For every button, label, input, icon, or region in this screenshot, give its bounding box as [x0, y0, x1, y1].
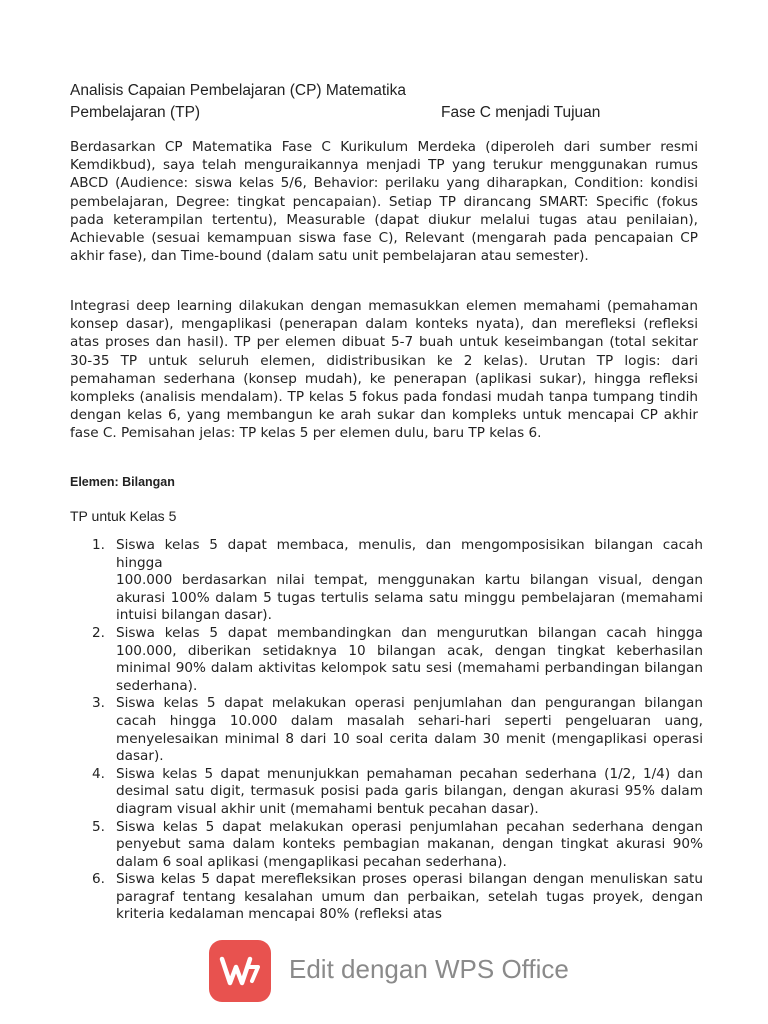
class-heading: TP untuk Kelas 5 — [70, 508, 177, 524]
list-item-number: 1. — [92, 537, 105, 553]
wps-watermark[interactable] — [209, 940, 639, 1002]
element-heading: Elemen: Bilangan — [70, 475, 175, 489]
list-item-text: Siswa kelas 5 dapat merefleksikan proses operasi bilangan dengan menuliskan satu paragraf tentang kesalahan umum dan perbaikan, setelah tugas proyek, dengan kriteria kedalaman mencapai 80% (refleksi atas — [116, 871, 703, 923]
list-item-number: 3. — [92, 695, 105, 712]
list-item-number: 6. — [92, 871, 105, 888]
list-item-number: 4. — [92, 765, 105, 782]
list-item — [70, 625, 703, 695]
list-item — [70, 695, 703, 765]
list-item — [70, 871, 703, 924]
wps-watermark-text: Edit dengan WPS Office — [289, 954, 569, 984]
document-title-line-2: Pembelajaran (TP) — [70, 104, 201, 121]
list-item-text: Siswa kelas 5 dapat membandingkan dan mengurutkan bilangan cacah hingga 100.000, diberikan setidaknya 10 bilangan acak, dengan tingkat keberhasilan minimal 90% dalam aktivitas kelompok satu sesi (memahami perbandingan bilangan sederhana). — [116, 624, 703, 694]
list-item-text: Siswa kelas 5 dapat melakukan operasi penjumlahan pecahan sederhana dengan penyebut sama dalam konteks pembagian makanan, dengan tingkat akurasi 90% dalam 6 soal aplikasi (mengaplikasi pecahan sederhana). — [116, 818, 703, 870]
list-item-text: Siswa kelas 5 dapat membaca, menulis, dan mengomposisikan bilangan cacah hingga — [116, 537, 703, 571]
list-item-continuation: 100.000 berdasarkan nilai tempat, menggunakan kartu bilangan visual, dengan akurasi 100% dalam 5 tugas tertulis selama satu minggu pembelajaran (memahami intuisi bilangan dasar). — [116, 572, 703, 624]
list-item — [70, 537, 703, 625]
deep-learning-paragraph: Integrasi deep learning dilakukan dengan memasukkan elemen memahami (pemahaman konsep dasar), mengaplikasi (penerapan dalam konteks nyata), dan merefleksi (refleksi atas proses dan hasil). TP per elemen dibuat 5-7 buah untuk keseimbangan (total sekitar 30-35 TP untuk seluruh elemen, didistribusikan ke 2 kelas). Urutan TP logis: dari pemahaman sederhana (konsep mudah), ke penerapan (aplikasi sukar), hingga refleksi kompleks (analisis mendalam). TP kelas 5 fokus pada fondasi mudah tanpa tumpang tindih dengan kelas 6, yang membangun ke arah sukar dan kompleks untuk mencapai CP akhir fase C. Pemisahan jelas: TP kelas 5 per elemen dulu, baru TP kelas 6. — [70, 298, 698, 442]
wps-logo-icon — [209, 940, 271, 1002]
wps-logo-glyph — [218, 953, 262, 989]
list-item-number: 2. — [92, 624, 105, 641]
intro-paragraph: Berdasarkan CP Matematika Fase C Kurikulum Merdeka (diperoleh dari sumber resmi Kemdikbud), saya telah menguraikannya menjadi TP yang terukur menggunakan rumus ABCD (Audience: siswa kelas 5/6, Behavior: perilaku yang diharapkan, Condition: kondisi pembelajaran, Degree: tingkat pencapaian). Setiap TP dirancang SMART: Specific (fokus pada keterampilan tertentu), Measurable (dapat diukur melalui tugas atau penilaian), Achievable (sesuai kemampuan siswa fase C), Relevant (mengarah pada pencapaian CP akhir fase), dan Time-bound (dalam satu unit pembelajaran atau semester). — [70, 139, 698, 265]
list-item-text: Siswa kelas 5 dapat menunjukkan pemahaman pecahan sederhana (1/2, 1/4) dan desimal satu digit, termasuk posisi pada garis bilangan, dengan akurasi 95% dalam diagram visual akhir unit (memahami bentuk pecahan dasar). — [116, 765, 703, 817]
tp-list — [70, 537, 703, 924]
list-item-text: Siswa kelas 5 dapat melakukan operasi penjumlahan dan pengurangan bilangan cacah hingga 10.000 dalam masalah sehari-hari seperti pengeluaran uang, menyelesaikan minimal 8 dari 10 soal cerita dalam 30 menit (mengaplikasi operasi dasar). — [116, 695, 703, 765]
list-item — [70, 819, 703, 872]
document-title-line-2-right: Fase C menjadi Tujuan — [441, 104, 601, 121]
document-title-line-1: Analisis Capaian Pembelajaran (CP) Matematika — [70, 82, 406, 99]
list-item — [70, 766, 703, 819]
list-item-number: 5. — [92, 818, 105, 835]
